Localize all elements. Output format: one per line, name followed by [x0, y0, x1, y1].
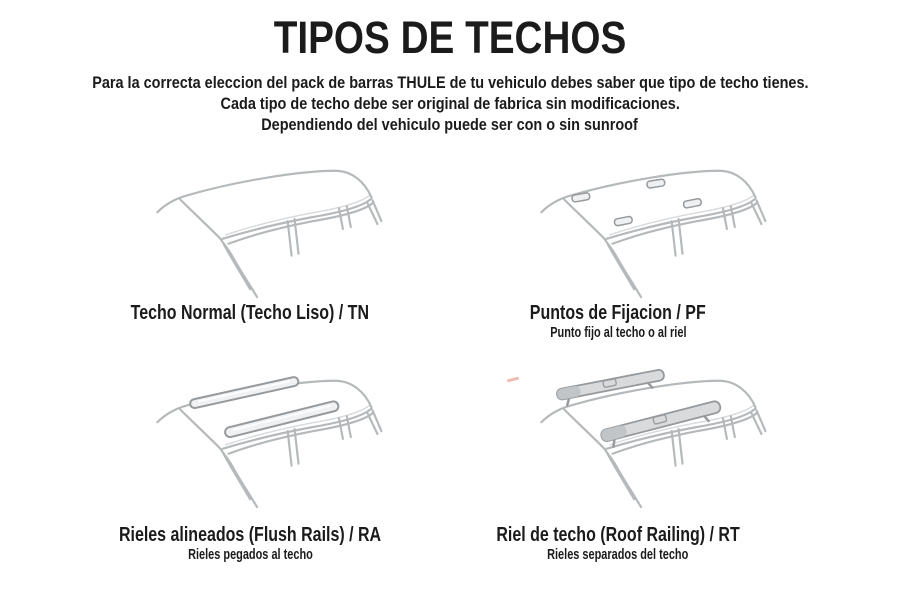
intro-text — [0, 72, 900, 135]
roof-type-label-rt: Riel de techo (Roof Railing) / RT — [496, 523, 740, 546]
car-roof-fixed-points-illustration — [506, 152, 786, 300]
roof-type-caption-tn — [97, 302, 403, 342]
intro-line-3: Dependiendo del vehiculo puede ser con o sin sunroof — [261, 115, 639, 134]
car-roof-plain-illustration — [122, 152, 402, 300]
intro-line-2: Cada tipo de techo debe ser original de fabrica sin modificaciones. — [220, 94, 680, 113]
roof-type-caption-rt — [462, 524, 774, 564]
roof-type-caption-pf — [505, 302, 731, 342]
page-title — [0, 14, 900, 62]
roof-type-label-tn: Techo Normal (Techo Liso) / TN — [130, 301, 370, 324]
roof-type-sublabel-ra: Rieles pegados al techo — [187, 546, 313, 563]
roof-type-label-ra: Rieles alineados (Flush Rails) / RA — [118, 523, 382, 546]
intro-line-1: Para la correcta eleccion del pack de barras THULE de tu vehiculo debes saber que tipo de techo tienes. — [91, 73, 809, 92]
car-roof-flush-rails-illustration — [122, 362, 402, 510]
car-roof-raised-railing-illustration — [506, 362, 786, 510]
roof-type-section-ra — [85, 362, 415, 564]
roof-type-sublabel-pf: Punto fijo al techo o al riel — [549, 324, 687, 341]
roof-type-section-tn — [85, 152, 415, 342]
roof-type-caption-ra — [82, 524, 418, 564]
roof-type-sublabel-rt: Rieles separados del techo — [547, 546, 689, 563]
roof-type-section-pf — [453, 152, 783, 342]
page-title-text: TIPOS DE TECHOS — [273, 12, 627, 63]
roof-type-section-rt — [453, 362, 783, 564]
roof-type-label-pf: Puntos de Fijacion / PF — [530, 301, 706, 324]
